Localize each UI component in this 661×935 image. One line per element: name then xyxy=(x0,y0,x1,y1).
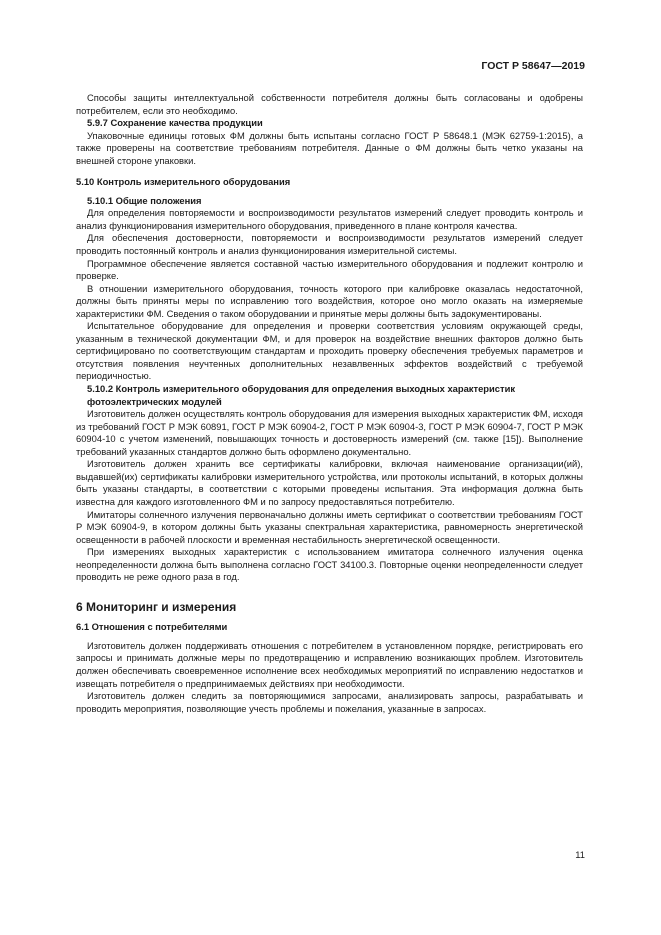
section-heading: 5.9.7 Сохранение качества продукции xyxy=(87,117,263,129)
paragraph: Имитаторы солнечного излучения первоначально должны иметь сертификат о соответствии требованиям ГОСТ Р МЭК 60904-9, в котором должны быть указаны спектральная характеристика, равномерность энергетической освещенности в рабочей плоскости и временная нестабильность энергетической освещенности. xyxy=(76,508,583,545)
document-header: ГОСТ Р 58647—2019 xyxy=(481,60,585,72)
page-number: 11 xyxy=(575,849,585,860)
paragraph: Изготовитель должен осуществлять контроль оборудования для измерения выходных характеристик ФМ, исходя из требований ГОСТ Р МЭК 60891, ГОСТ Р МЭК 60904-2, ГОСТ Р МЭК 60904-3, ГОСТ Р МЭК 60904-7, ГОСТ Р МЭК 60904-10 с учетом изменений, повышающих точность и достоверность измерений (см. также [15]). Выполнение требований указанных стандартов должно быть оформлено документально. xyxy=(76,408,583,457)
paragraph: Способы защиты интеллектуальной собственности потребителя должны быть согласованы и одобрены потребителем, если это необходимо. xyxy=(76,92,583,116)
paragraph: При измерениях выходных характеристик с использованием имитатора солнечного излучения оценка неопределенности должна быть выполнена согласно ГОСТ 34100.3. Повторные оценки неопределенности следует проводить не реже одного раза в год. xyxy=(76,546,583,583)
section-heading: 5.10 Контроль измерительного оборудования xyxy=(76,176,291,188)
section-heading: 6.1 Отношения с потребителями xyxy=(76,621,228,633)
paragraph: Для определения повторяемости и воспроизводимости результатов измерений следует проводить контроль и анализ функционирования измерительного оборудования, приведенного в плане контроля качества. xyxy=(76,207,583,231)
paragraph: Испытательное оборудование для определения и проверки соответствия условиям окружающей среды, указанным в технической документации ФМ, и для проверок на воздействие внешних факторов должно быть сертифицировано по соответствующим стандартам и проходить проверку обеспечения требуемых параметров и отсутствия появления неучтенных дополнительных незавлвенных эффектов воздействий с требуемой периодичностью. xyxy=(76,320,583,382)
paragraph: Изготовитель должен поддерживать отношения с потребителем в установленном порядке, регистрировать его запросы и принимать должные меры по предотвращению и исправлению возникающих проблем. Изготовитель должен обеспечивать своевременное исполнение всех необходимых мероприятий по исправлению недостатков и извещать потребителя о предпринимаемых действиях при необходимости. xyxy=(76,639,583,689)
section-heading: 6 Мониторинг и измерения xyxy=(76,599,237,614)
paragraph: Изготовитель должен хранить все сертификаты калибровки, включая наименование организации(ий), выдавшей(их) сертификаты калибровки измерительного устройства, или протоколы испытаний, в которых должны быть указаны стандарты, в соответствии с которыми проведены испытания. Эта информация должна быть известна для каждого изготовленного ФМ и по запросу предоставляться потребителю. xyxy=(76,458,583,507)
paragraph: Упаковочные единицы готовых ФМ должны быть испытаны согласно ГОСТ Р 58648.1 (МЭК 62759-1:2015), а также проверены на соответствие требованиям потребителя. Данные о ФМ должны быть четко указаны на внешней стороне упаковки. xyxy=(76,129,583,166)
section-heading: 5.10.1 Общие положения xyxy=(87,194,202,206)
section-heading: 5.10.2 Контроль измерительного оборудования для определения выходных характеристик фотоэлектрических модулей xyxy=(87,383,516,407)
paragraph: Программное обеспечение является составной частью измерительного оборудования и подлежит контролю и проверке. xyxy=(76,257,583,282)
paragraph: Изготовитель должен следить за повторяющимися запросами, анализировать запросы, разрабатывать и проводить мероприятия, позволяющие учесть проблемы и пожелания, указанные в запросах. xyxy=(76,690,583,714)
paragraph: Для обеспечения достоверности, повторяемости и воспроизводимости результатов измерений следует проводить постоянный контроль и анализ функционирования измерительной системы. xyxy=(76,232,583,257)
paragraph: В отношении измерительного оборудования, точность которого при калибровке оказалась недостаточной, должны быть приняты меры по исправлению того воздействия, которое оно могло оказать на измеряемые характеристики ФМ. Сведения о таком оборудовании и принятые меры должны быть задокументированы. xyxy=(76,282,583,319)
document-body xyxy=(76,92,583,715)
